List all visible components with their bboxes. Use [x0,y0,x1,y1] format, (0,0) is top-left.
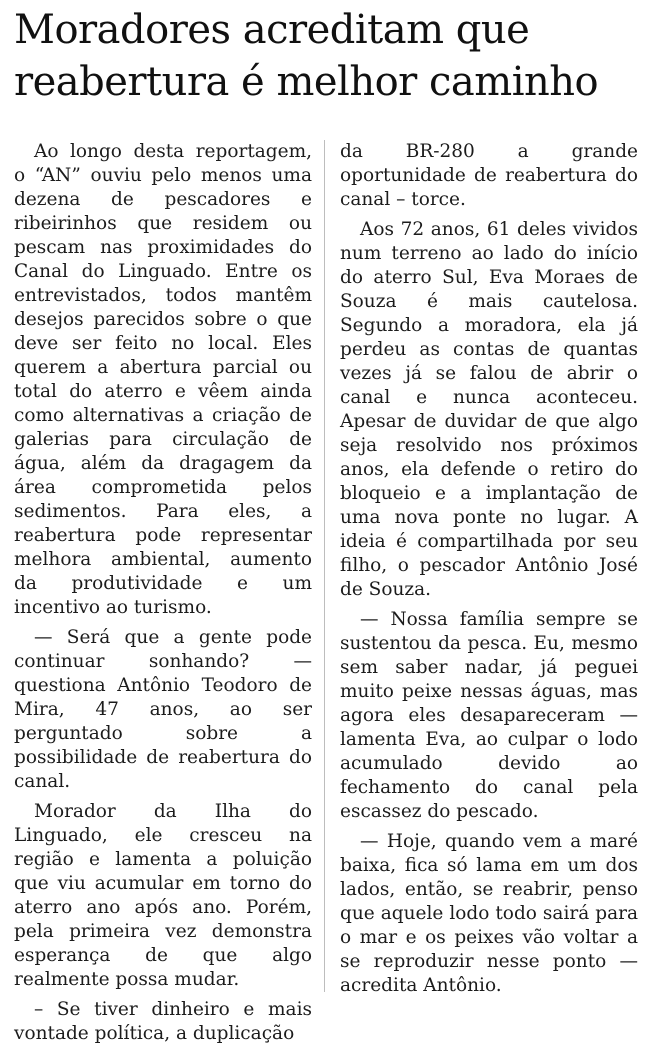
paragraph: Morador da Ilha do Linguado, ele cresceu na região e lamenta a poluição que viu acumular em torno do aterro ano após ano. Porém, pela primeira vez demonstra esperança de que algo realmente possa mudar. [14,801,312,990]
paragraph: — Será que a gente pode continuar sonhando? — questiona Antônio Teodoro de Mira, 47 anos, ao ser perguntado sobre a possibilidade de reabertura do canal. [14,627,312,792]
paragraph: Aos 72 anos, 61 deles vividos num terreno ao lado do início do aterro Sul, Eva Moraes de Souza é mais cautelosa. Segundo a moradora, ela já perdeu as contas de quantas vezes já se falou de abrir o canal e nunca aconteceu. Apesar de duvidar de que algo seja resolvido nos próximos anos, ela defende o retiro do bloqueio e a implantação de uma nova ponte no lugar. A ideia é compartilhada por seu filho, o pescador Antônio José de Souza. [340,219,638,600]
headline [14,4,644,108]
headline-line-1: Moradores acreditam que [14,7,530,53]
paragraph: — Hoje, quando vem a maré baixa, fica só lama em um dos lados, então, se reabrir, penso que aquele lodo todo sairá para o mar e os peixes vão voltar a se reproduzir nesse ponto — acredita Antônio. [340,831,638,996]
paragraph: — Nossa família sempre se sustentou da pesca. Eu, mesmo sem saber nadar, já peguei muito peixe nessas águas, mas agora eles desapareceram — lamenta Eva, ao culpar o lodo acumulado devido ao fechamento do canal pela escassez do pescado. [340,609,638,822]
right-column [340,140,638,1004]
headline-line-2: reabertura é melhor caminho [14,59,599,105]
paragraph-continued: da BR-280 a grande oportunidade de reabertura do canal – torce. [340,141,638,210]
column-divider [324,140,325,992]
left-column [14,140,312,1052]
paragraph: – Se tiver dinheiro e mais vontade política, a duplicação [14,999,312,1044]
paragraph: Ao longo desta reportagem, o “AN” ouviu pelo menos uma dezena de pescadores e ribeirinhos que residem ou pescam nas proximidades do Canal do Linguado. Entre os entrevistados, todos mantêm desejos parecidos sobre o que deve ser feito no local. Eles querem a abertura parcial ou total do aterro e vêem ainda como alternativas a criação de galerias para circulação de água, além da dragagem da área comprometida pelos sedimentos. Para eles, a reabertura pode representar melhora ambiental, aumento da produtividade e um incentivo ao turismo. [14,141,312,618]
